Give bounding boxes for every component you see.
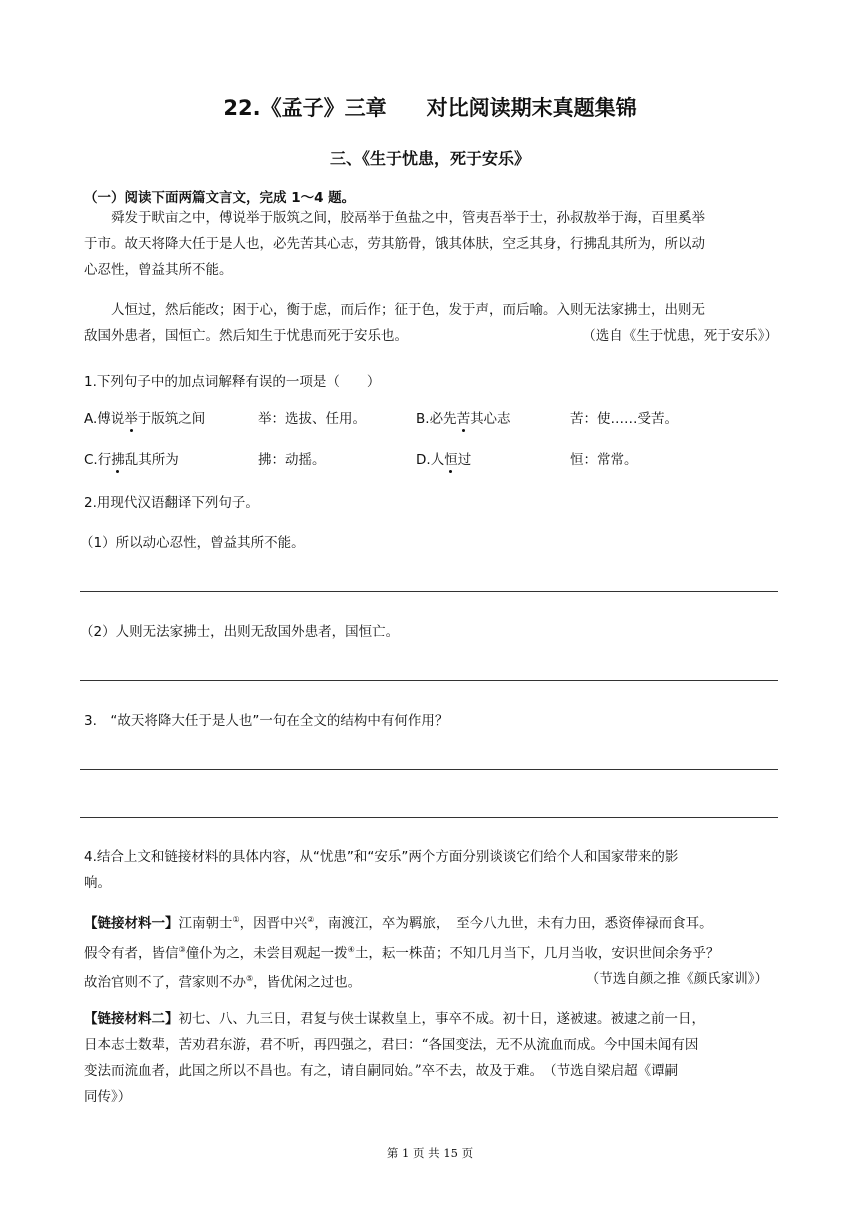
passage-1-line: 心忍性，曾益其所不能。 bbox=[84, 262, 233, 278]
passage-2-text: 敌国外患者，国恒亡。然后知生于忧患而死于安乐也。 bbox=[84, 328, 408, 344]
option-b-label: B. bbox=[416, 411, 430, 427]
option-c-dotted-word: 拂 bbox=[111, 452, 125, 468]
option-c-label: C. bbox=[84, 452, 98, 468]
material-2-line: 同传》） bbox=[84, 1089, 132, 1105]
material-2-line: 日本志士数辈，苦劝君东游，君不听，再四强之，君曰：“各国变法，无不从流血而成。今中国未闻有因 bbox=[84, 1037, 699, 1053]
option-c-text: 乱其所为 bbox=[124, 452, 179, 468]
material-1-text: 江南朝士 bbox=[178, 915, 233, 932]
material-1-text: 僮仆为之，未尝目观起一拨 bbox=[185, 945, 348, 961]
material-1-line bbox=[84, 907, 778, 937]
material-2-text: 初七、八、九三日，君复与侠士谋救皇上，事卒不成。初十日，遂被逮。被逮之前一日， bbox=[178, 1011, 705, 1027]
option-c bbox=[84, 448, 179, 468]
option-d-text: 过 bbox=[457, 452, 472, 468]
answer-line bbox=[80, 680, 778, 681]
section-heading: （一）阅读下面两篇文言文，完成 1～4 题。 bbox=[84, 190, 356, 206]
page-footer: 第 1 页 共 15 页 bbox=[386, 1146, 474, 1160]
option-b-gloss: 苦：使……受苦。 bbox=[570, 411, 678, 427]
passage-2-line: 人恒过，然后能改；困于心，衡于虑，而后作；征于色，发于声，而后喻。入则无法家拂士，出则无 bbox=[111, 302, 705, 318]
answer-line bbox=[80, 817, 778, 818]
question-2-stem: 2.用现代汉语翻译下列句子。 bbox=[84, 495, 259, 511]
option-a-text: 于版筑之间 bbox=[137, 411, 206, 427]
option-b bbox=[416, 407, 511, 427]
option-a-dotted-word: 举 bbox=[124, 411, 138, 427]
material-1-source: （节选自颜之推《颜氏家训》） bbox=[585, 971, 768, 987]
option-d-text: 人 bbox=[430, 452, 445, 468]
material-2-line: 变法而流血者，此国之所以不昌也。有之，请自嗣同始。”卒不去，故及于难。 （节选自梁启超《谭嗣 bbox=[84, 1063, 679, 1079]
material-1-text: 假令有者，皆信 bbox=[84, 945, 179, 961]
footnote-marker: ② bbox=[307, 915, 315, 924]
passage-1-line: 舜发于畎亩之中，傅说举于版筑之间，胶鬲举于鱼盐之中，管夷吾举于士，孙叔敖举于海，百里奚举 bbox=[111, 210, 705, 226]
material-2 bbox=[84, 1006, 778, 1110]
option-b-text: 必先 bbox=[429, 411, 457, 427]
material-1-text: 土，耘一株苗；不知几月当下，几月当收，安识世间余务乎？ bbox=[354, 945, 720, 961]
option-a-label: A. bbox=[84, 411, 98, 427]
material-1 bbox=[84, 907, 778, 996]
passage-2-line bbox=[84, 323, 778, 349]
option-a-gloss: 举：选拔、任用。 bbox=[258, 411, 366, 427]
footnote-marker: ④ bbox=[347, 944, 355, 954]
material-1-line bbox=[84, 966, 778, 996]
option-d-label: D. bbox=[416, 452, 431, 468]
material-1-text: ，皆优闲之过也。 bbox=[253, 974, 362, 991]
answer-line bbox=[80, 769, 778, 770]
option-a bbox=[84, 407, 205, 427]
option-b-dotted-word: 苦 bbox=[456, 411, 471, 427]
footnote-marker: ⑤ bbox=[246, 974, 254, 983]
question-4-line: 响。 bbox=[84, 875, 111, 891]
option-b-text: 其心志 bbox=[470, 411, 511, 427]
option-a-text: 傅说 bbox=[97, 411, 125, 427]
material-1-line bbox=[84, 937, 778, 967]
option-d-gloss: 恒：常常。 bbox=[570, 452, 638, 468]
question-4-stem bbox=[84, 844, 778, 896]
footnote-marker: ① bbox=[232, 915, 240, 924]
question-3-stem: 3. “故天将降大任于是人也”一句在全文的结构中有何作用？ bbox=[84, 713, 449, 729]
passage-1 bbox=[84, 205, 778, 283]
page-title-part2: 对比阅读期末真题集锦 bbox=[426, 96, 637, 120]
question-2-sub1: （1）所以动心忍性，曾益其所不能。 bbox=[80, 535, 305, 551]
material-1-label: 【链接材料一】 bbox=[84, 915, 179, 932]
section-subtitle: 三、《生于忧患，死于安乐》 bbox=[329, 149, 530, 168]
page-title-part1: 22.《孟子》三章 bbox=[223, 96, 387, 120]
passage-2 bbox=[84, 297, 778, 349]
question-1-stem: 1.下列句子中的加点词解释有误的一项是（ ） bbox=[84, 374, 381, 390]
page-title bbox=[0, 92, 860, 122]
option-d-dotted-word: 恒 bbox=[444, 452, 458, 468]
question-2-sub2: （2）人则无法家拂士，出则无敌国外患者，国恒亡。 bbox=[80, 624, 400, 640]
material-1-text: 故治官则不了，营家则不办 bbox=[84, 974, 246, 991]
option-c-gloss: 拂：动摇。 bbox=[258, 452, 326, 468]
footnote-marker: ③ bbox=[178, 944, 186, 954]
passage-2-source: （选自《生于忧患，死于安乐》） bbox=[582, 328, 778, 344]
answer-line bbox=[80, 591, 778, 592]
option-c-text: 行 bbox=[97, 452, 112, 468]
material-1-text: ，南渡江，卒为羁旅， 至今八九世，未有力田，悉资俸禄而食耳。 bbox=[314, 915, 713, 932]
material-1-text: ，因晋中兴 bbox=[239, 915, 308, 932]
passage-1-line: 于市。故天将降大任于是人也，必先苦其心志，劳其筋骨，饿其体肤，空乏其身，行拂乱其所为，所以动 bbox=[84, 236, 705, 252]
material-2-label: 【链接材料二】 bbox=[84, 1011, 179, 1027]
option-d bbox=[416, 448, 471, 468]
question-4-line: 4.结合上文和链接材料的具体内容，从“忧患”和“安乐”两个方面分别谈谈它们给个人和国家带来的影 bbox=[84, 849, 679, 865]
material-2-line bbox=[84, 1006, 778, 1032]
